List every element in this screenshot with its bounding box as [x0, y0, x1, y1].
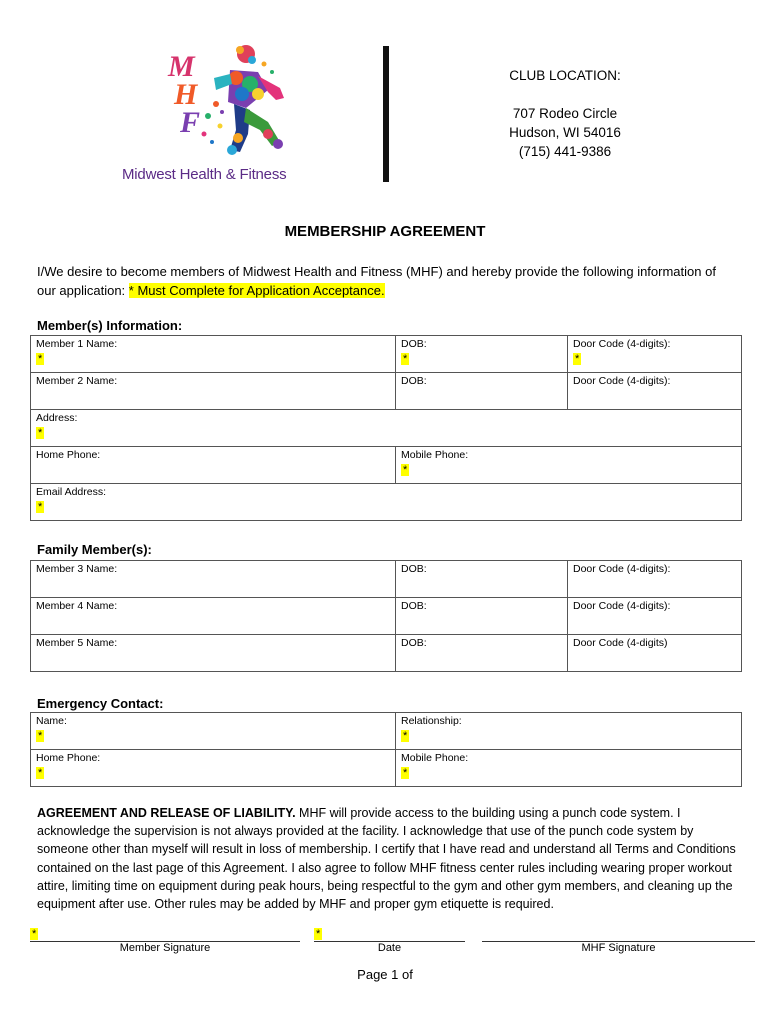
club-location-block — [480, 66, 650, 161]
member1-door-code-field[interactable]: Door Code (4-digits): * — [568, 336, 742, 373]
member5-door-code-field[interactable]: Door Code (4-digits) — [568, 635, 742, 672]
member1-name-field[interactable]: Member 1 Name: * — [31, 336, 396, 373]
emergency-section-heading: Emergency Contact: — [37, 696, 164, 711]
required-marker: * — [403, 464, 408, 476]
mhf-signature-label: MHF Signature — [581, 942, 656, 954]
member5-dob-field[interactable]: DOB: — [396, 635, 568, 672]
page-number: Page 1 of — [357, 967, 413, 982]
member3-name-field[interactable]: Member 3 Name: — [31, 561, 396, 598]
club-city: Hudson, WI 54016 — [509, 125, 621, 140]
intro-text: I/We desire to become members of Midwest Health and Fitness (MHF) and hereby provide the following information of our application: — [37, 264, 716, 298]
required-marker: * — [403, 353, 408, 365]
page-title: MEMBERSHIP AGREEMENT — [284, 223, 486, 240]
date-required-marker: * — [316, 928, 321, 940]
club-street: 707 Rodeo Circle — [512, 106, 618, 121]
member-signature-required-marker: * — [32, 928, 37, 940]
required-marker: * — [575, 353, 580, 365]
member3-dob-field[interactable]: DOB: — [396, 561, 568, 598]
required-note: * Must Complete for Application Acceptance. — [128, 283, 385, 298]
address-field[interactable]: Address: * — [31, 410, 742, 447]
required-marker: * — [38, 767, 43, 779]
svg-text:F: F — [180, 106, 201, 139]
header-divider — [383, 46, 389, 182]
required-marker: * — [403, 730, 408, 742]
member1-dob-field[interactable]: DOB: * — [396, 336, 568, 373]
home-phone-field[interactable]: Home Phone: — [31, 447, 396, 484]
member-signature-label: Member Signature — [119, 942, 211, 954]
family-section-heading: Family Member(s): — [37, 542, 152, 557]
member4-dob-field[interactable]: DOB: — [396, 598, 568, 635]
runner-logo-graphic — [118, 42, 303, 167]
members-table — [30, 335, 742, 521]
company-logo — [118, 42, 303, 187]
logo-company-name: Midwest Health & Fitness — [122, 166, 287, 183]
member2-name-field[interactable]: Member 2 Name: — [31, 373, 396, 410]
emergency-mobile-phone-field[interactable]: Mobile Phone: * — [396, 750, 742, 787]
required-marker: * — [403, 767, 408, 779]
emergency-name-field[interactable]: Name: * — [31, 713, 396, 750]
agreement-paragraph — [37, 804, 739, 913]
club-location-heading: CLUB LOCATION: — [509, 68, 621, 83]
intro-paragraph — [37, 262, 737, 300]
svg-text:H: H — [174, 78, 198, 111]
emergency-table — [30, 712, 742, 787]
agreement-heading: AGREEMENT AND RELEASE OF LIABILITY. — [37, 806, 296, 820]
family-table — [30, 560, 742, 672]
svg-text:M: M — [168, 50, 195, 83]
required-marker: * — [38, 501, 43, 513]
required-marker: * — [38, 427, 43, 439]
mobile-phone-field[interactable]: Mobile Phone: * — [396, 447, 742, 484]
agreement-body: MHF will provide access to the building using a punch code system. I acknowledge the supervision is not always provided at the facility. I acknowledge that use of the punch code system by someone other than myself will result in loss of membership. I certify that I have read and understand all Terms and Conditions contained on the last page of this Agreement. I also agree to follow MHF fitness center rules including wearing proper workout attire, limiting time on equipment during peak hours, being respectful to the gym and other gym members, and cleaning up the equipment after use. Other rules may be added by MHF and proper gym etiquette is required. — [37, 806, 736, 912]
emergency-home-phone-field[interactable]: Home Phone: * — [31, 750, 396, 787]
mhf-monogram — [167, 50, 200, 139]
member2-door-code-field[interactable]: Door Code (4-digits): — [568, 373, 742, 410]
members-section-heading: Member(s) Information: — [37, 318, 183, 333]
required-marker: * — [38, 353, 43, 365]
member5-name-field[interactable]: Member 5 Name: — [31, 635, 396, 672]
club-phone: (715) 441-9386 — [518, 144, 612, 159]
required-marker: * — [38, 730, 43, 742]
member3-door-code-field[interactable]: Door Code (4-digits): — [568, 561, 742, 598]
member4-door-code-field[interactable]: Door Code (4-digits): — [568, 598, 742, 635]
emergency-relationship-field[interactable]: Relationship: * — [396, 713, 742, 750]
member2-dob-field[interactable]: DOB: — [396, 373, 568, 410]
member4-name-field[interactable]: Member 4 Name: — [31, 598, 396, 635]
email-field[interactable]: Email Address: * — [31, 484, 742, 521]
runner-figure — [202, 45, 285, 155]
date-label: Date — [377, 942, 402, 954]
